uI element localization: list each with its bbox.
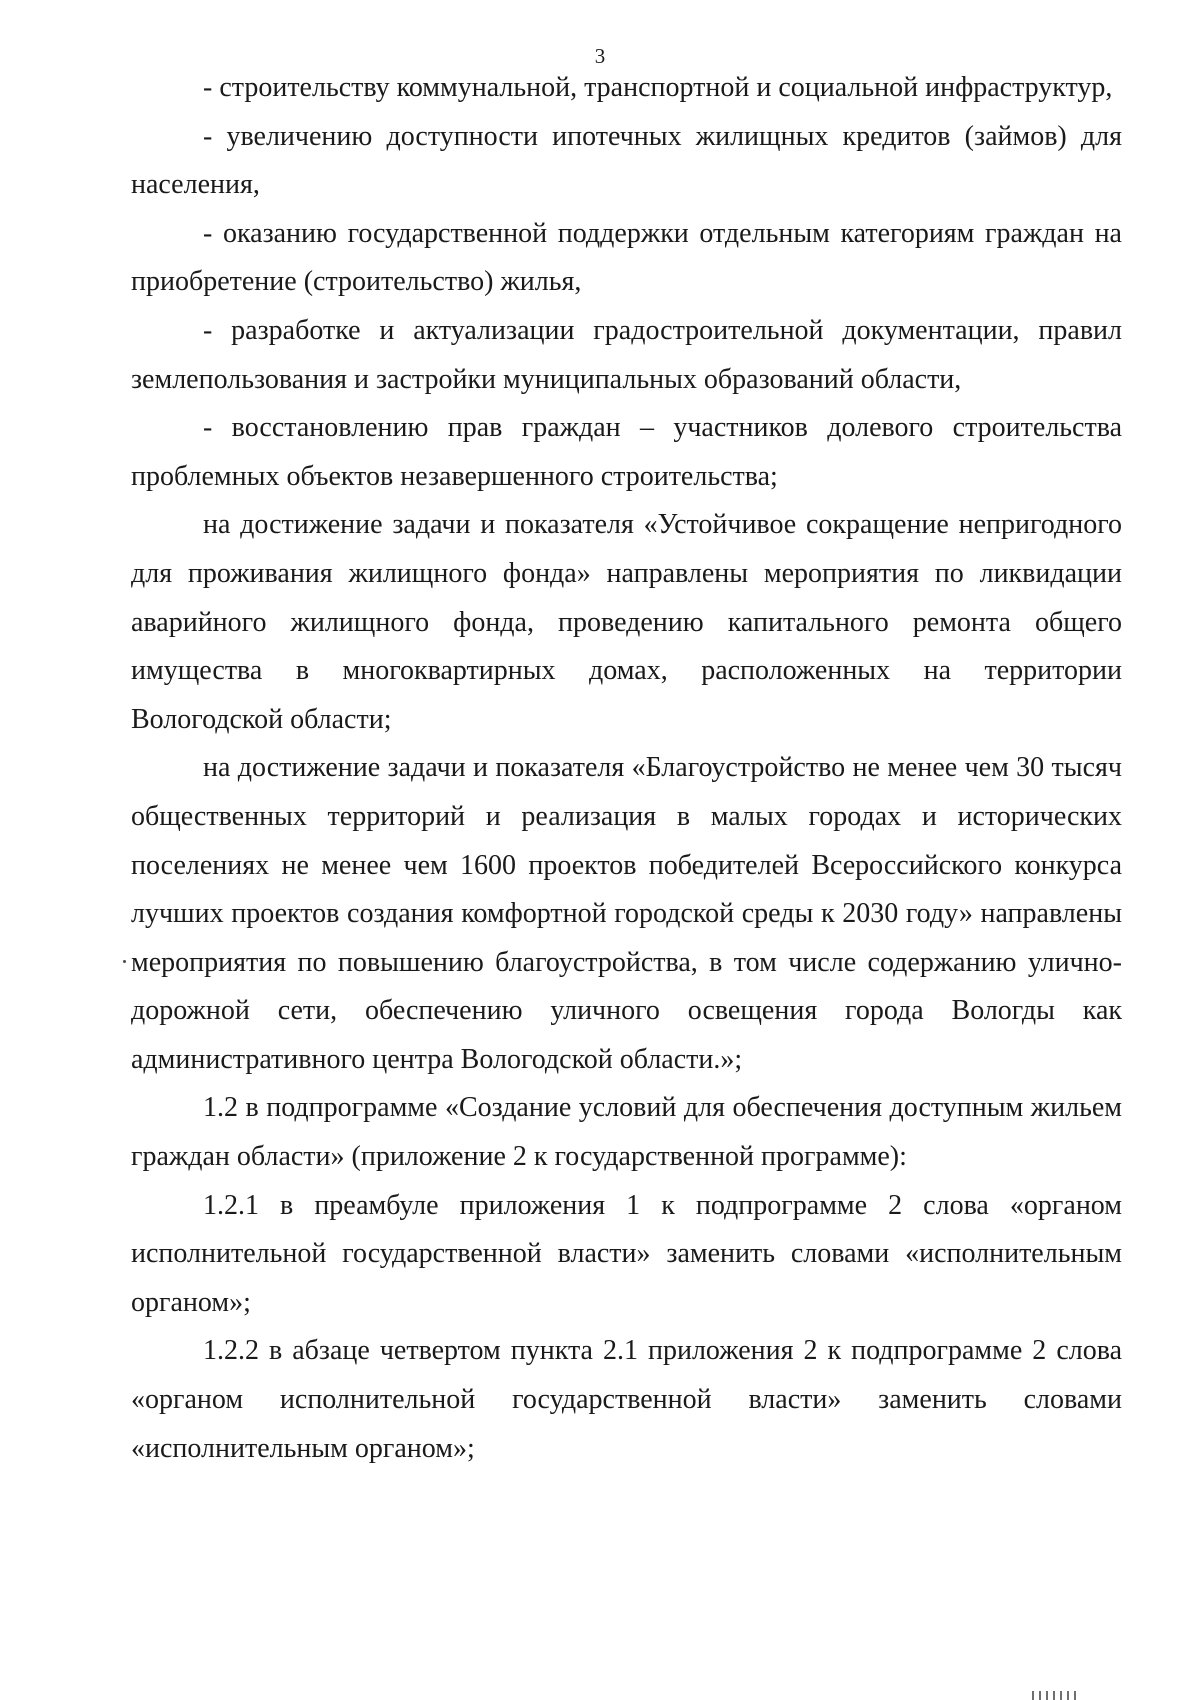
paragraph-clause-1-2-2: 1.2.2 в абзаце четвертом пункта 2.1 приложения 2 к подпрограмме 2 слова «органом исполнительной государственной власти» заменить словами «исполнительным органом»; [131,1335,1122,1464]
list-item-mortgage: - увеличению доступности ипотечных жилищных кредитов (займов) для населения, [131,120,1122,201]
scan-speck [123,960,126,963]
paragraph-subprogram: 1.2 в подпрограмме «Создание условий для обеспечения доступным жильем граждан области» (приложение 2 к государственной программе): [131,1092,1122,1173]
paragraph-urban-environment: на достижение задачи и показателя «Благоустройство не менее чем 30 тысяч общественных территорий и реализация в малых городах и исторических поселениях не менее чем 1600 проектов победителей Всероссийского конкурса лучших проектов создания комфортной городской среды к 2030 году» направлены мероприятия по повышению благоустройства, в том числе содержанию улично-дорожной сети, обеспечению уличного освещения города Вологды как административного центра Вологодской области.»; [131,752,1122,1075]
list-item-urban-planning: - разработке и актуализации градостроительной документации, правил землепользования и застройки муниципальных образований области, [131,314,1122,395]
list-item-infrastructure: - строительству коммунальной, транспортной и социальной инфраструктур, [203,72,1113,103]
list-item-state-support: - оказанию государственной поддержки отдельным категориям граждан на приобретение (строительство) жилья, [131,217,1122,298]
page-number: 3 [594,44,606,68]
list-item-shared-construction: - восстановлению прав граждан – участников долевого строительства проблемных объектов незавершенного строительства; [131,412,1122,492]
scan-artifact [1032,1682,1102,1692]
document-body [131,64,1122,1473]
paragraph-clause-1-2-1: 1.2.1 в преамбуле приложения 1 к подпрограмме 2 слова «органом исполнительной государственной власти» заменить словами «исполнительным органом»; [131,1189,1122,1318]
paragraph-housing-stock: на достижение задачи и показателя «Устойчивое сокращение непригодного для проживания жилищного фонда» направлены мероприятия по ликвидации аварийного жилищного фонда, проведению капитального ремонта общего имущества в многоквартирных домах, расположенных на территории Вологодской области; [131,509,1122,735]
